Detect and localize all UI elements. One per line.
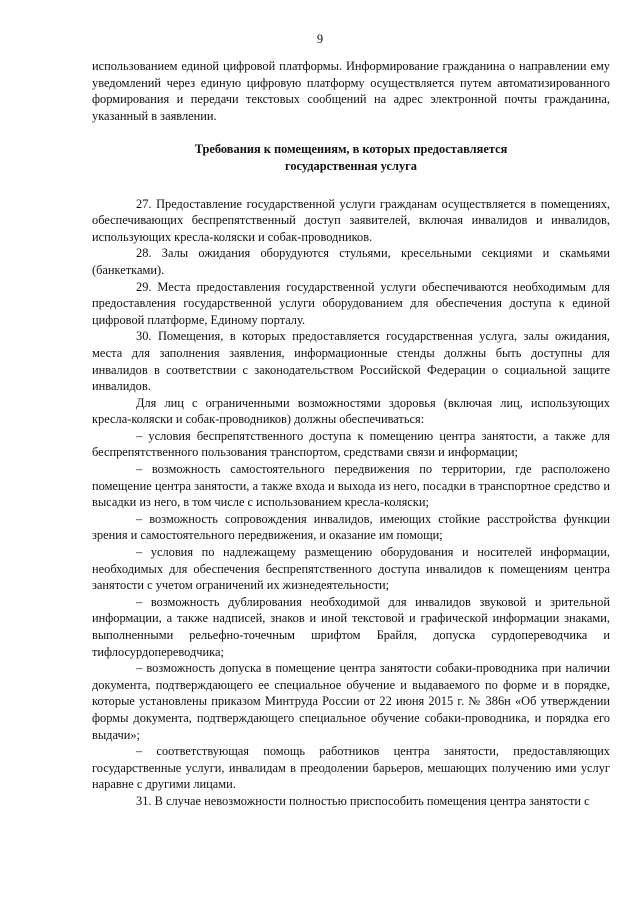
list-item-access-conditions: – условия беспрепятственного доступа к помещению центра занятости, а также для беспрепятственного пользования транспортом, средствами связи и информации; — [92, 428, 610, 460]
list-item-information-duplication: – возможность дублирования необходимой для инвалидов звуковой и зрительной информации, а также надписей, знаков и иной текстовой и графической информации знаками, выполненными рельефно-точечным шрифтом Брайля, допуска сурдопереводчика и тифлосурдопереводчика; — [92, 594, 610, 659]
list-item-equipment-placement: – условия по надлежащему размещению оборудования и носителей информации, необходимых для обеспечения беспрепятственного доступа инвалидов к помещениям центра занятости с учетом ограничений их жизнедеятельности; — [92, 545, 610, 593]
paragraph-28: 28. Залы ожидания оборудуются стульями, кресельными секциями и скамьями (банкетками). — [92, 246, 610, 277]
section-heading-line-2: государственная услуга — [285, 158, 417, 173]
intro-paragraph: использованием единой цифровой платформы. Информирование гражданина о направлении ему уведомлений через единую цифровую платформу осуществляется путем автоматизированного формирования и передачи текстовых сообщений на адрес электронной почты гражданина, указанный в заявлении. — [92, 59, 610, 123]
list-item-guide-dog: – возможность допуска в помещение центра занятости собаки-проводника при наличии документа, подтверждающего ее специальное обучение и выдаваемого по форме и в порядке, которые установлены приказом Минтруда России от 22 июня 2015 г. № 386н «Об утверждении формы документа, подтверждающего специальное обучение собаки-проводника, и порядка его выдачи»; — [92, 661, 610, 742]
list-item-escort: – возможность сопровождения инвалидов, имеющих стойкие расстройства функции зрения и самостоятельного передвижения, и оказание им помощи; — [92, 511, 610, 543]
page-number: 9 — [316, 32, 324, 46]
paragraph-31: 31. В случае невозможности полностью приспособить помещения центра занятости с — [136, 793, 590, 808]
paragraph-29: 29. Места предоставления государственной услуги обеспечиваются необходимым для предоставления государственной услуги оборудованием для обеспечения доступа к единой цифровой платформе, Единому порталу. — [92, 279, 610, 327]
paragraph-accessibility-intro: Для лиц с ограниченными возможностями здоровья (включая лиц, использующих кресла-коляски и собак-проводников) должны обеспечиваться: — [92, 395, 610, 427]
section-heading-line-1: Требования к помещениям, в которых предоставляется — [194, 142, 508, 157]
paragraph-27: 27. Предоставление государственной услуги гражданам осуществляется в помещениях, обеспечивающих беспрепятственный доступ заявителей, включая инвалидов и инвалидов, использующих кресла-коляски и собак-проводников. — [92, 196, 610, 244]
paragraph-30: 30. Помещения, в которых предоставляется государственная услуга, залы ожидания, места для заполнения заявления, информационные стенды должны быть доступны для инвалидов в соответствии с законодательством Российской Федерации о социальной защите инвалидов. — [92, 329, 610, 394]
list-item-staff-assistance: – соответствующая помощь работников центра занятости, предоставляющих государственные услуги, инвалидам в преодолении барьеров, мешающих получению ими услуг наравне с другими лицами. — [92, 744, 610, 792]
document-body — [92, 58, 610, 810]
list-item-independent-movement: – возможность самостоятельного передвижения по территории, где расположено помещение центра занятости, а также входа и выхода из него, посадки в транспортное средство и высадки из него, в том числе с использованием кресла-коляски; — [92, 462, 610, 510]
section-heading — [92, 141, 610, 174]
